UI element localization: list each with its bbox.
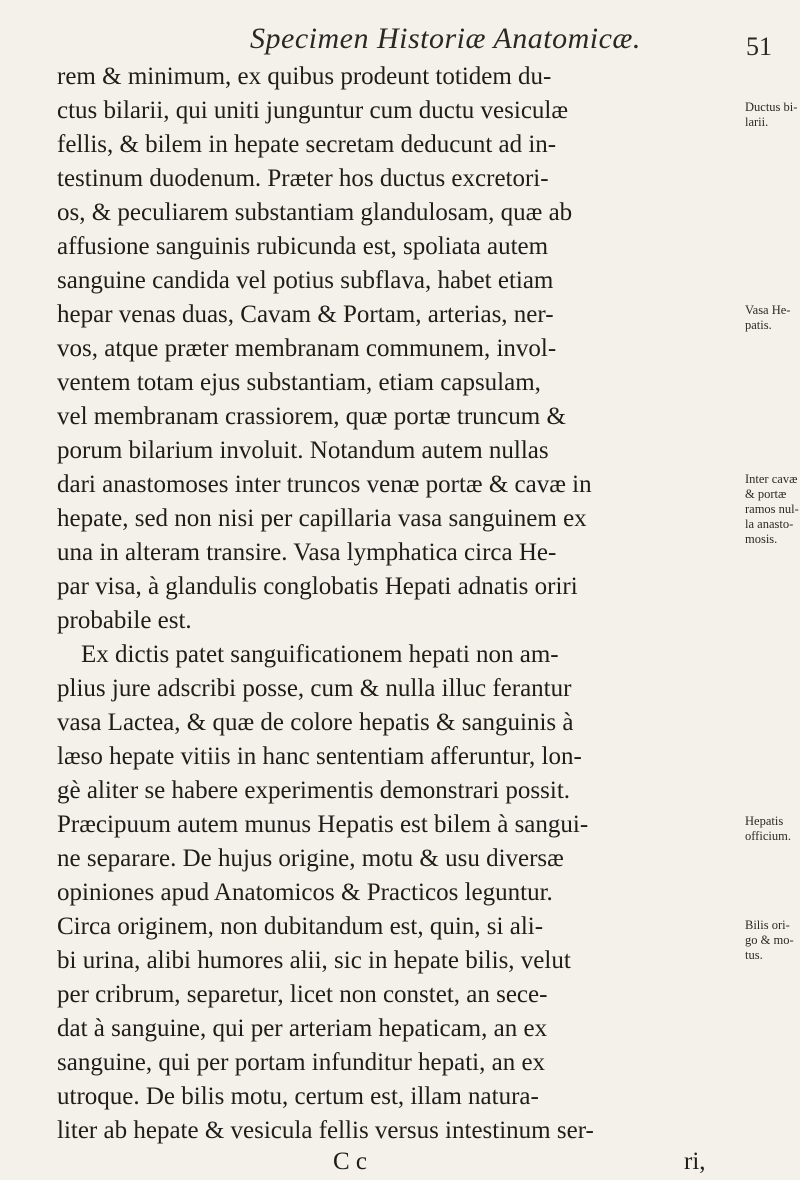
note-line: Ductus bi- (745, 100, 798, 114)
page-number: 51 (746, 32, 772, 61)
page-footer (0, 1148, 800, 1180)
text-line: Circa originem, non dubitandum est, quin, si ali- (57, 913, 544, 940)
note-line: Bilis ori- (745, 918, 790, 932)
margin-note-vasa (745, 303, 800, 333)
text-line: porum bilarium involuit. Notandum autem nullas (57, 437, 549, 464)
text-line: bi urina, alibi humores alii, sic in hepate bilis, velut (57, 947, 571, 974)
page-header (0, 14, 800, 66)
text-line: Ex dictis patet sanguificationem hepati non am- (81, 641, 559, 668)
note-line: go & mo- (745, 933, 794, 947)
text-line: Præcipuum autem munus Hepatis est bilem à sangui- (57, 811, 589, 838)
text-line: opiniones apud Anatomicos & Practicos leguntur. (57, 879, 553, 906)
note-line: officium. (745, 829, 791, 843)
running-title: Specimen Historiæ Anatomicæ. (250, 22, 641, 55)
note-line: larii. (745, 115, 769, 129)
text-line: rem & minimum, ex quibus prodeunt totidem du- (57, 63, 552, 90)
note-line: la anasto- (745, 517, 794, 531)
note-line: Vasa He- (745, 303, 791, 317)
text-line: vasa Lactea, & quæ de colore hepatis & sanguinis à (57, 709, 574, 736)
text-line: una in alteram transire. Vasa lymphatica circa He- (57, 539, 557, 566)
note-line: ramos nul- (745, 502, 799, 516)
text-line: testinum duodenum. Præter hos ductus excretori- (57, 165, 549, 192)
note-line: patis. (745, 318, 772, 332)
note-line: & portæ (745, 487, 787, 501)
text-line: fellis, & bilem in hepate secretam deducunt ad in- (57, 131, 557, 158)
text-line: affusione sanguinis rubicunda est, spoliata autem (57, 233, 549, 260)
signature-mark: C c (333, 1148, 368, 1175)
text-line: probabile est. (57, 607, 192, 634)
margin-note-officium (745, 814, 800, 844)
text-line: par visa, à glandulis conglobatis Hepati adnatis oriri (57, 573, 578, 600)
text-line: per cribrum, separetur, licet non constet, an sece- (57, 981, 548, 1008)
text-line: gè aliter se habere experimentis demonstrari possit. (57, 777, 571, 804)
text-line: læso hepate vitiis in hanc sententiam afferuntur, lon- (57, 743, 582, 770)
note-line: Hepatis (745, 814, 784, 828)
text-line: hepate, sed non nisi per capillaria vasa sanguinem ex (57, 505, 587, 532)
text-line: ctus bilarii, qui uniti junguntur cum ductu vesiculæ (57, 97, 569, 124)
text-line: plius jure adscribi posse, cum & nulla illuc ferantur (57, 675, 572, 702)
margin-note-bilis (745, 918, 800, 963)
catchword: ri, (684, 1148, 706, 1175)
text-line: dat à sanguine, qui per arteriam hepaticam, an ex (57, 1015, 548, 1042)
margin-note-anastomosis (745, 472, 800, 547)
note-line: Inter cavæ (745, 472, 798, 486)
note-line: tus. (745, 948, 763, 962)
text-line: sanguine, qui per portam infunditur hepati, an ex (57, 1049, 546, 1076)
text-line: vos, atque præter membranam communem, invol- (57, 335, 557, 362)
text-line: sanguine candida vel potius subflava, habet etiam (57, 267, 554, 294)
text-line: utroque. De bilis motu, certum est, illam natura- (57, 1083, 539, 1110)
text-line: ne separare. De hujus origine, motu & usu diversæ (57, 845, 564, 872)
note-line: mosis. (745, 532, 778, 546)
text-line: hepar venas duas, Cavam & Portam, arterias, ner- (57, 301, 554, 328)
margin-note-ductus (745, 100, 800, 130)
text-line: liter ab hepate & vesicula fellis versus intestinum ser- (57, 1117, 594, 1144)
text-line: vel membranam crassiorem, quæ portæ truncum & (57, 403, 566, 430)
text-line: os, & peculiarem substantiam glandulosam, quæ ab (57, 199, 573, 226)
text-line: dari anastomoses inter truncos venæ portæ & cavæ in (57, 471, 592, 498)
text-line: ventem totam ejus substantiam, etiam capsulam, (57, 369, 541, 396)
